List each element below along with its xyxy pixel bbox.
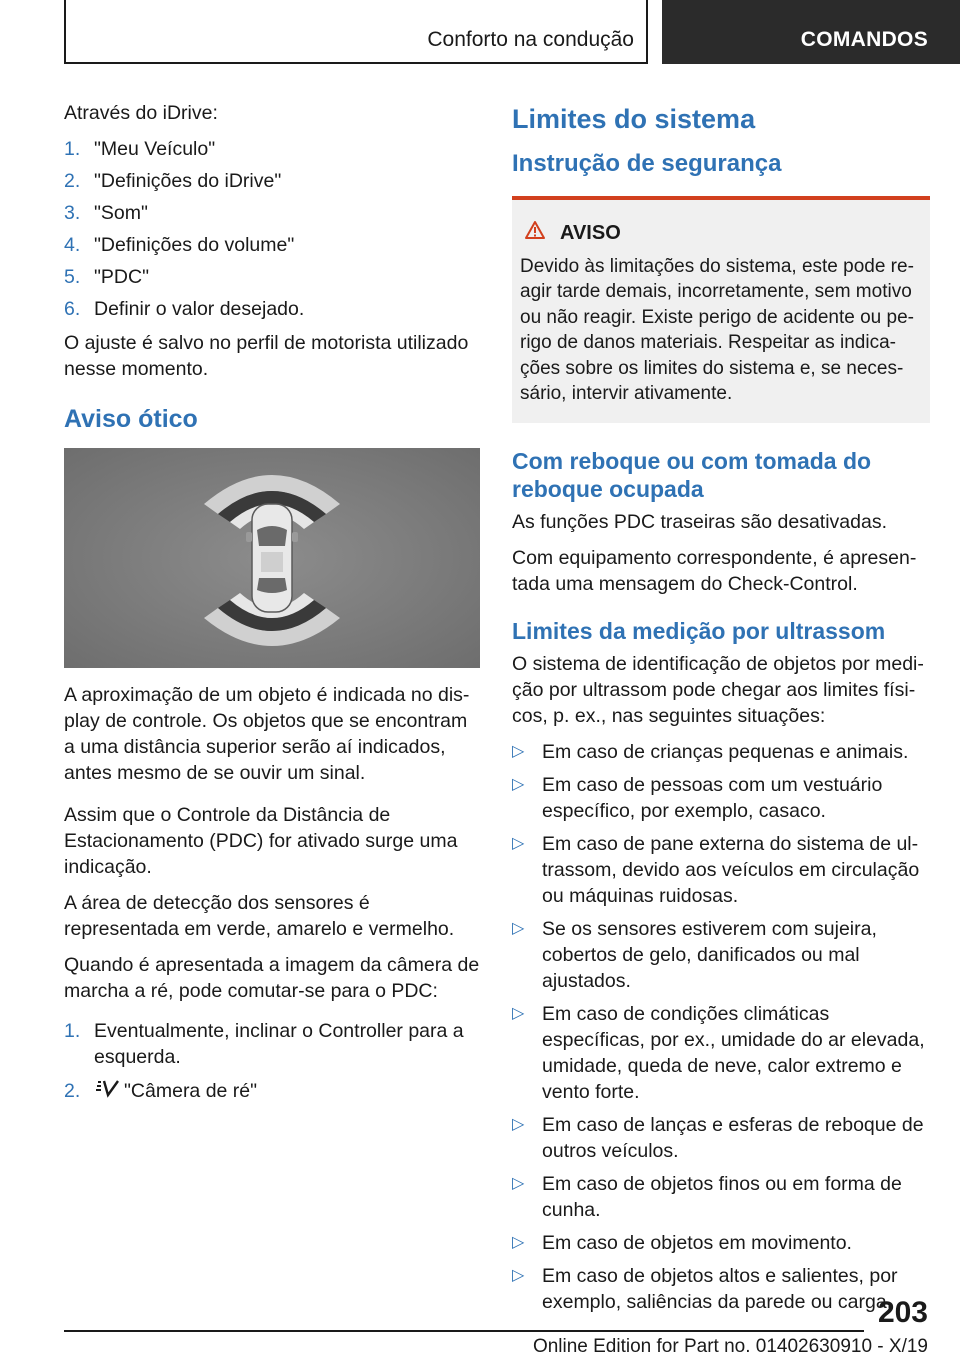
header-section-tab <box>64 0 648 64</box>
bullet-triangle-icon: ▷ <box>512 1115 525 1133</box>
system-limits-title: Limites do sistema <box>512 104 756 134</box>
bullet-triangle-icon: ▷ <box>512 775 525 793</box>
header-section-title: Conforto na condução <box>427 28 634 51</box>
approach-paragraph: A aproximação de um objeto é indicada no display de controle. Os objetos que se encontram a uma distância superior serão aí indicados, antes mesmo de se ouvir um sinal. <box>64 684 470 784</box>
bullet-triangle-icon: ▷ <box>512 834 525 852</box>
list-item: ▷ Em caso de objetos finos ou em forma de cunha. <box>512 1172 902 1221</box>
idrive-intro: Através do iDrive: <box>64 102 218 124</box>
visual-warning-heading: Aviso ótico <box>64 405 198 433</box>
pdc-car-illustration <box>64 448 480 668</box>
warning-triangle-icon <box>524 220 546 248</box>
list-item: 1. Eventualmente, inclinar o Controller para a esquerda. <box>64 1020 464 1068</box>
rear-camera-icon <box>94 1078 124 1105</box>
list-item: ▷ Em caso de objetos em movimento. <box>512 1231 852 1254</box>
page-number: 203 <box>877 1296 928 1329</box>
list-item: 2. "Definições do iDrive" <box>64 170 282 192</box>
trailer-paragraph-1: As funções PDC traseiras são desativadas. <box>512 510 888 533</box>
warning-label: AVISO <box>560 222 621 244</box>
ultrasound-limits-list <box>512 739 930 1315</box>
left-column <box>64 100 482 1113</box>
camera-paragraph: Quando é apresentada a imagem da câmera de marcha a ré, pode comutar-se para o PDC: <box>64 954 480 1002</box>
trailer-heading: Com reboque ou com tomada do reboque ocupada <box>512 447 872 502</box>
detection-area-paragraph: A área de detecção dos sensores é representada em verde, amarelo e vermelho. <box>64 892 455 940</box>
idrive-steps <box>64 136 482 322</box>
warning-text: Devido às limitações do sistema, este pode reagir tarde demais, incorretamente, sem motivo ou não reagir. Existe perigo de acidente ou perigo de danos materiais. Respeitar as indicações sobre os limites do sistema e, se necessário, intervir ativamente. <box>520 255 914 404</box>
warning-box <box>512 196 930 423</box>
list-item: 5. "PDC" <box>64 266 150 288</box>
list-item: ▷ Em caso de condições climáticas específicas, por ex., umidade do ar elevada, umidade, queda de neve, calor extremo e vento forte. <box>512 1002 925 1103</box>
list-item: 4. "Definições do volume" <box>64 234 295 256</box>
list-item: 3. "Som" <box>64 202 148 224</box>
trailer-paragraph-2: Com equipamento correspondente, é apresentada uma mensagem do Check-Control. <box>512 546 917 595</box>
pdc-display-figure <box>64 448 480 668</box>
bullet-triangle-icon: ▷ <box>512 1174 525 1192</box>
activation-paragraph: Assim que o Controle da Distância de Estacionamento (PDC) for ativado surge uma indicação. <box>64 804 458 878</box>
safety-heading: Instrução de segurança <box>512 150 782 177</box>
list-item: ▷ Em caso de lanças e esferas de reboque de outros veículos. <box>512 1113 924 1162</box>
bullet-triangle-icon: ▷ <box>512 1004 525 1022</box>
list-item: ▷ Em caso de pessoas com um vestuário específico, por exemplo, casaco. <box>512 773 883 822</box>
bullet-triangle-icon: ▷ <box>512 1266 525 1284</box>
header-chapter-tab <box>662 0 960 64</box>
bullet-triangle-icon: ▷ <box>512 742 525 760</box>
ultrasound-intro: O sistema de identificação de objetos por medição por ultrassom pode chegar aos limites físicos, p. ex., nas seguintes situações: <box>512 652 924 727</box>
footer-divider <box>64 1330 864 1332</box>
camera-steps <box>64 1018 482 1105</box>
list-item: 6. Definir o valor desejado. <box>64 298 305 320</box>
list-item: ▷ Em caso de pane externa do sistema de ultrassom, devido aos veículos em circulação ou máquinas ruidosas. <box>512 832 920 907</box>
list-item: 1. "Meu Veículo" <box>64 138 216 160</box>
list-item: ▷ Se os sensores estiverem com sujeira, cobertos de gelo, danificados ou mal ajustados. <box>512 917 877 992</box>
header-chapter-title: COMANDOS <box>800 28 928 51</box>
list-item: 2. "Câmera de ré" <box>64 1078 482 1105</box>
list-item: ▷ Em caso de crianças pequenas e animais. <box>512 740 909 763</box>
footer-edition: Online Edition for Part no. 01402630910 - X/19 <box>532 1336 928 1357</box>
right-column <box>512 102 930 1322</box>
list-item: ▷ Em caso de objetos altos e salientes, por exemplo, saliências da parede ou carga. <box>512 1264 898 1313</box>
ultrasound-heading: Limites da medição por ultrassom <box>512 617 886 644</box>
bullet-triangle-icon: ▷ <box>512 919 525 937</box>
saved-note: O ajuste é salvo no perfil de motorista utilizado nesse momento. <box>64 332 469 380</box>
bullet-triangle-icon: ▷ <box>512 1233 525 1251</box>
